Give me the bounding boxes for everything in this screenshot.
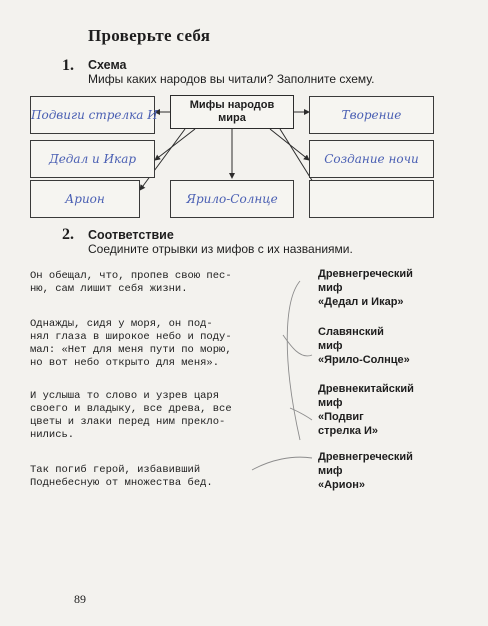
section1-number: 1. — [62, 57, 74, 74]
scheme-center-box — [170, 95, 294, 129]
excerpt-1: Он обещал, что, пропев свою пес- ню, сам лишит себя жизни. — [30, 270, 232, 295]
page-number: 89 — [74, 592, 86, 606]
myth-title-3: Древнекитайский миф «Подвиг стрелка И» — [318, 383, 414, 437]
scheme-answer-box-3[interactable] — [30, 180, 140, 218]
scheme-answer-box-4[interactable] — [170, 180, 294, 218]
section2-number: 2. — [62, 226, 74, 243]
excerpt-3: И услыша то слово и узрев царя своего и владыку, все древа, все цветы и злаки перед ним прекло- нились. — [30, 390, 232, 441]
excerpt-2: Однажды, сидя у моря, он под- нял глаза в широкое небо и поду- мал: «Нет для меня пути по морю, но вот небо открыто для меня». — [30, 318, 232, 369]
answer-text-5: Творение — [341, 108, 402, 122]
answer-text-6: Создание ночи — [324, 152, 419, 166]
scheme-answer-box-2[interactable] — [30, 140, 155, 178]
section2-heading: Соответствие — [88, 228, 174, 242]
page-title: Проверьте себя — [88, 26, 211, 45]
answer-text-4: Ярило-Солнце — [186, 192, 278, 206]
scheme-answer-box-5[interactable] — [309, 96, 434, 134]
section1-heading: Схема — [88, 58, 127, 72]
scheme-center-label: Мифы народов мира — [189, 99, 275, 124]
answer-text-2: Дедал и Икар — [48, 152, 137, 166]
scheme-answer-box-6[interactable] — [309, 140, 434, 178]
answer-text-1: Подвиги стрелка И — [31, 108, 158, 122]
section1-instruction: Мифы каких народов вы читали? Заполните схему. — [88, 72, 375, 86]
scheme-answer-box-1[interactable] — [30, 96, 158, 134]
excerpt-4: Так погиб герой, избавивший Поднебесную от множества бед. — [30, 464, 213, 489]
answer-text-3: Арион — [65, 192, 105, 206]
myth-title-2: Славянский миф «Ярило-Солнце» — [318, 326, 410, 366]
scheme-answer-box-7[interactable] — [309, 180, 434, 218]
myth-title-4: Древнегреческий миф «Арион» — [318, 451, 413, 491]
section2-instruction: Соедините отрывки из мифов с их названиями. — [88, 242, 353, 256]
myth-title-1: Древнегреческий миф «Дедал и Икар» — [318, 268, 413, 308]
